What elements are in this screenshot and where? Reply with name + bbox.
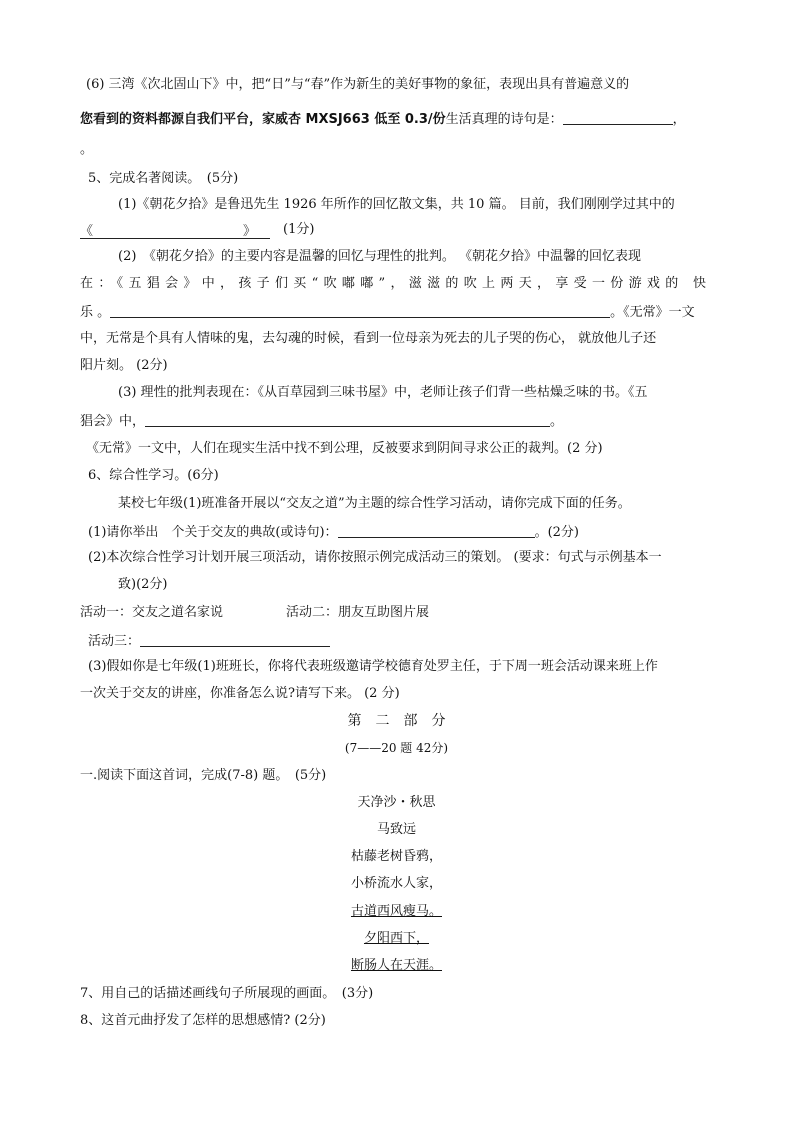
activity-3 (88, 633, 330, 648)
activity-3-label: 活动三： (88, 634, 141, 649)
part2-subtitle: (7——20 题 42分) (344, 741, 449, 755)
poem-line-1: 枯藤老树昏鸦， (350, 849, 442, 864)
open-bracket: 《 (80, 224, 94, 239)
q7: 7、用自己的话描述画线句子所展现的画面。 (3分) (80, 986, 374, 1001)
book-title-blank-wrap (80, 225, 270, 238)
q5-p3-line1: (3) 理性的批判表现在：《从百草园到三味书屋》中，老师让孩子们背一些枯燥乏味的书。《五 (118, 385, 648, 400)
activity-1: 活动一：交友之道名家说 (80, 605, 224, 620)
q5-p2-line5: 阳片刻。 (2分) (80, 358, 168, 373)
q6-s1 (88, 524, 579, 539)
q5-p2-line2 (80, 277, 706, 290)
q6-s1-end: 。(2分) (534, 525, 579, 540)
q5-p3-line2 (80, 413, 563, 428)
q5-p2-line3-end: 。《无常》一文 (610, 305, 695, 320)
answer-blank[interactable] (140, 633, 330, 647)
poem-line-3-underlined: 古道西风瘦马。 (350, 904, 442, 919)
poem-line-2: 小桥流水人家， (350, 876, 442, 891)
q5-p3-line2-start: 猖会》中， (80, 414, 146, 429)
q6-s2-line2: 致)(2分) (118, 577, 168, 592)
q5-p2-line3 (80, 304, 695, 319)
q6-6-line2-tail: 生活真理的诗句是： (445, 112, 563, 127)
q6-6-period: 。 (80, 142, 94, 157)
q6-intro: 某校七年级(1)班准备开展以“交友之道”为主题的综合性学习活动，请你完成下面的任务。 (118, 496, 631, 511)
q6-s1-start: (1)请你举出 个关于交友的典故(或诗句)： (88, 525, 338, 540)
q6-s2-line1: (2)本次综合性学习计划开展三项活动，请你按照示例完成活动三的策划。 (要求：句式与示例基本一 (88, 550, 662, 565)
poem-author: 马致远 (376, 822, 416, 837)
q6-6-line2 (80, 111, 686, 126)
poem-line-4-underlined: 夕阳西下， (363, 931, 429, 946)
q5-p2-line2-text: 在：《五猖会》中，孩子们买“吹嘟嘟”，滋滋的吹上两天，享受一份游戏的 快 (80, 276, 706, 291)
q6-6-line1: (6) 三湾《次北固山下》中，把“日”与“春”作为新生的美好事物的象征，表现出具有普遍意义的 (86, 77, 630, 92)
answer-blank[interactable] (145, 413, 550, 427)
q5-p3-line2-end: 。 (550, 414, 564, 429)
answer-blank[interactable] (563, 111, 673, 125)
q5-p2-line3-start: 乐 。 (80, 305, 111, 320)
q5-p1-line1: (1)《朝花夕拾》是鲁迅先生 1926 年所作的回忆散文集，共 10 篇。 目前，我们刚刚学过其中的 (118, 197, 675, 212)
q5-p3-line3: 《无常》一文中，人们在现实生活中找不到公理，反被要求到阴间寻求公正的裁判。(2 分) (86, 441, 603, 456)
q6-heading: 6、综合性学习。(6分) (88, 468, 219, 483)
book-title-blank[interactable] (80, 225, 270, 239)
q6-s3-line1: (3)假如你是七年级(1)班班长，你将代表班级邀请学校德育处罗主任，于下周一班会活动课来班上作 (88, 659, 658, 674)
watermark-text: 您看到的资料都源自我们平台，家威杏 MXSJ663 低至 0.3/份 (80, 112, 446, 127)
q6-s3-line2: 一次关于交友的讲座，你准备怎么说?请写下来。 (2 分) (80, 686, 400, 701)
poem-title: 天净沙・秋思 (357, 795, 436, 810)
q8: 8、这首元曲抒发了怎样的思想感情? (2分) (80, 1013, 326, 1028)
close-bracket: 》 (243, 224, 257, 239)
section1-heading: 一.阅读下面这首词，完成(7-8) 题。 (5分) (80, 768, 327, 783)
q5-p1-score: (1分) (270, 222, 315, 237)
q5-p2-line1: (2) 《朝花夕拾》的主要内容是温馨的回忆与理性的批判。 《朝花夕拾》中温馨的回忆表现 (118, 249, 642, 264)
q5-p1-line2 (80, 223, 314, 238)
q5-heading: 5、完成名著阅读。 (5分) (88, 171, 239, 186)
punctuation: ， (672, 112, 686, 127)
answer-blank[interactable] (338, 524, 535, 538)
answer-blank[interactable] (110, 304, 610, 318)
part2-title: 第 二 部 分 (347, 713, 446, 729)
activity-2: 活动二：朋友互助图片展 (286, 605, 430, 620)
q5-p2-line4: 中，无常是个具有人情味的鬼，去勾魂的时候，看到一位母亲为死去的儿子哭的伤心， 就放他儿子还 (80, 331, 657, 346)
poem-line-5-underlined: 断肠人在天涯。 (350, 958, 442, 973)
